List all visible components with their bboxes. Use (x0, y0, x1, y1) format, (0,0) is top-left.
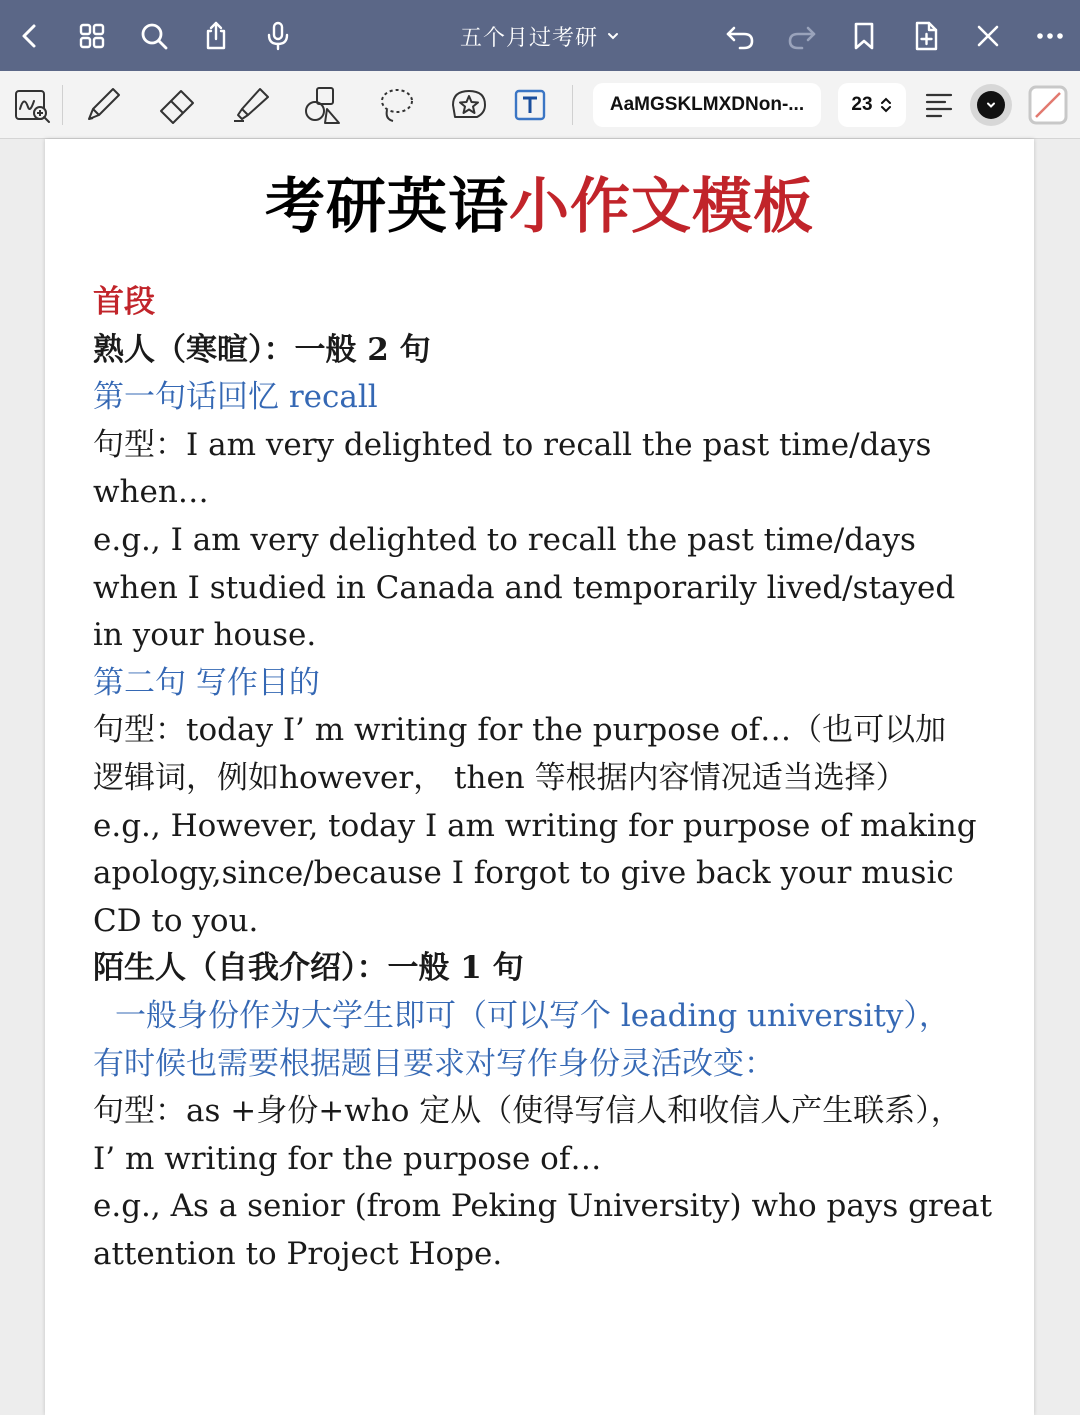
toolbar-divider (62, 85, 63, 125)
font-name: AaMGSKLMXDNon-... (609, 94, 805, 115)
annotation-toolbar (0, 71, 1080, 139)
text-color-picker[interactable] (970, 84, 1012, 126)
document-page[interactable] (45, 139, 1034, 1415)
text-line: e.g., As a senior (from Peking University) who pays great (93, 1188, 993, 1225)
chevron-down-icon (606, 29, 620, 43)
back-icon[interactable] (8, 14, 52, 58)
chevron-down-icon (985, 99, 997, 111)
text-line: in your house. (93, 617, 317, 654)
lasso-icon[interactable] (372, 80, 422, 130)
undo-icon[interactable] (718, 14, 762, 58)
eraser-icon[interactable] (152, 80, 202, 130)
text-line: 陌生人（自我介绍）：一般 1 句 (93, 950, 524, 987)
text-line: I’ m writing for the purpose of… (93, 1140, 602, 1177)
page-title (45, 169, 1034, 245)
text-line: attention to Project Hope. (93, 1235, 503, 1272)
more-icon[interactable] (1028, 14, 1072, 58)
text-line: 有时候也需要根据题目要求对写作身份灵活改变： (93, 1045, 775, 1082)
highlighter-icon[interactable] (225, 80, 275, 130)
text-line: when I studied in Canada and temporarily lived/stayed (93, 569, 956, 606)
share-icon[interactable] (194, 14, 238, 58)
text-line: 句型：as +身份+who 定从（使得写信人和收信人产生联系）， (93, 1093, 962, 1130)
font-size-value: 23 (851, 94, 873, 115)
section-label: 首段 (93, 284, 155, 320)
microphone-icon[interactable] (256, 14, 300, 58)
text-line: apology,since/because I forgot to give back your music (93, 855, 954, 892)
text-line: when… (93, 474, 209, 511)
no-fill-swatch[interactable] (1028, 85, 1068, 125)
font-selector[interactable] (593, 83, 821, 127)
zoom-window-icon[interactable] (7, 80, 57, 130)
text-line: e.g., However, today I am writing for purpose of making (93, 807, 977, 844)
shapes-icon[interactable] (298, 80, 348, 130)
title-red-part: 小作文模板 (509, 172, 814, 242)
document-title[interactable] (430, 18, 650, 54)
text-line: 句型：I am very delighted to recall the past time/days (93, 426, 932, 463)
document-title-text: 五个月过考研 (459, 25, 598, 51)
redo-icon[interactable] (780, 14, 824, 58)
text-tool-icon[interactable] (505, 80, 555, 130)
close-icon[interactable] (966, 14, 1010, 58)
text-line: CD to you. (93, 902, 259, 939)
align-icon[interactable] (914, 80, 964, 130)
document-body (93, 279, 993, 1278)
font-size-stepper[interactable] (838, 83, 906, 127)
title-black-part: 考研英语 (265, 172, 509, 242)
grid-icon[interactable] (70, 14, 114, 58)
up-down-chevron-icon (879, 95, 893, 115)
text-line: 第一句话回忆 recall (93, 379, 378, 416)
color-swatch (977, 91, 1005, 119)
search-icon[interactable] (132, 14, 176, 58)
top-navigation-bar (0, 0, 1080, 71)
text-line: 逻辑词，例如however， then 等根据内容情况适当选择） (93, 759, 907, 796)
toolbar-divider (572, 85, 573, 125)
text-line: 熟人（寒暄）：一般 2 句 (93, 331, 431, 368)
add-page-icon[interactable] (904, 14, 948, 58)
text-line: 一般身份作为大学生即可（可以写个 leading university）， (115, 997, 950, 1034)
bookmark-icon[interactable] (842, 14, 886, 58)
sticker-icon[interactable] (444, 80, 494, 130)
pen-icon[interactable] (78, 80, 128, 130)
text-line: 第二句 写作目的 (93, 664, 320, 701)
text-line: e.g., I am very delighted to recall the past time/days (93, 521, 916, 558)
text-line: 句型：today I’ m writing for the purpose of…（也可以加 (93, 712, 947, 749)
